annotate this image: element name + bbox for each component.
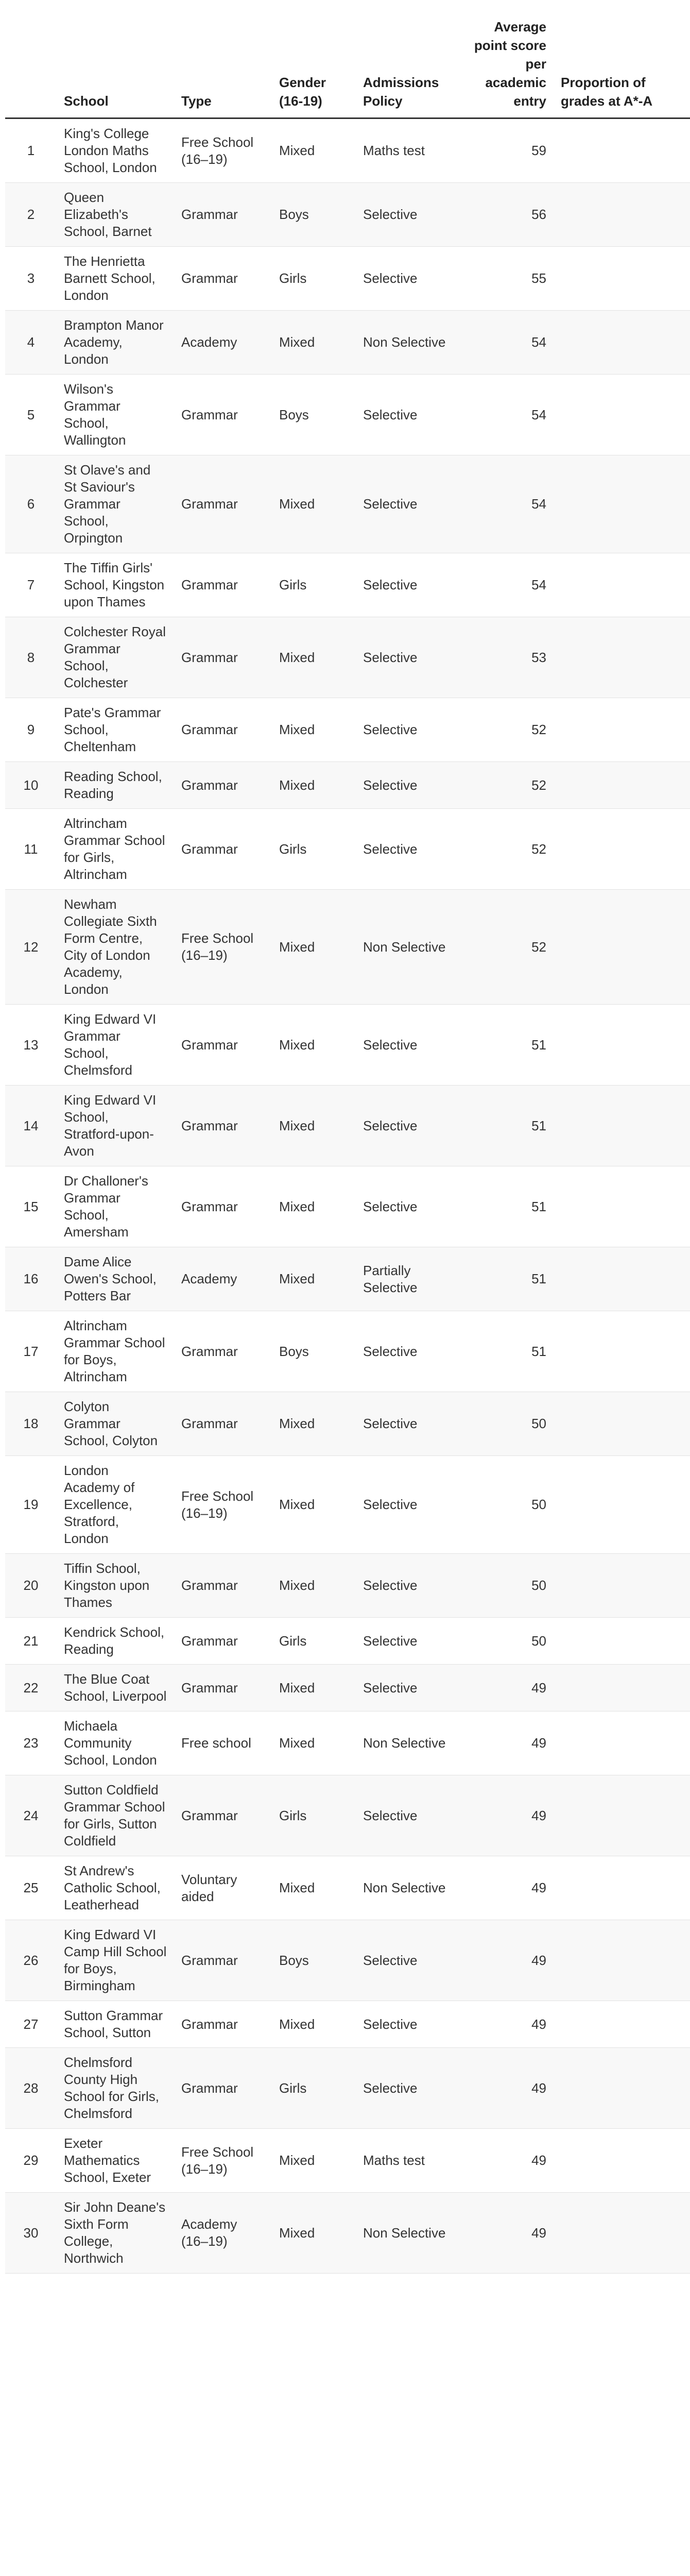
rank-cell: 1 (5, 118, 57, 183)
table-body (5, 118, 690, 2274)
table-row (5, 247, 690, 311)
type-cell: Academy (174, 311, 272, 375)
school-cell: Sir John Deane's Sixth Form College, Northwich (57, 2193, 174, 2274)
rank-cell: 14 (5, 1086, 57, 1166)
rank-cell: 15 (5, 1166, 57, 1247)
table-row (5, 890, 690, 1005)
table-row (5, 1711, 690, 1775)
table-row (5, 1456, 690, 1554)
gender-cell: Mixed (272, 311, 356, 375)
gender-cell: Mixed (272, 1166, 356, 1247)
school-cell: Dr Challoner's Grammar School, Amersham (57, 1166, 174, 1247)
gender-cell: Mixed (272, 1856, 356, 1920)
type-cell: Grammar (174, 1775, 272, 1856)
table-row (5, 311, 690, 375)
table-row (5, 2048, 690, 2129)
gender-cell: Mixed (272, 1392, 356, 1456)
proportion-cell (554, 1856, 690, 1920)
average-point-score-cell: 53 (466, 617, 554, 698)
table-row (5, 1618, 690, 1665)
type-cell: Grammar (174, 375, 272, 455)
admissions-policy-cell: Selective (356, 1775, 466, 1856)
table-row (5, 183, 690, 247)
admissions-policy-cell: Non Selective (356, 890, 466, 1005)
average-point-score-cell: 49 (466, 2129, 554, 2193)
admissions-policy-cell: Non Selective (356, 2193, 466, 2274)
school-cell: Kendrick School, Reading (57, 1618, 174, 1665)
table-row (5, 1005, 690, 1086)
table-row (5, 2193, 690, 2274)
gender-cell: Girls (272, 553, 356, 617)
table-row (5, 1086, 690, 1166)
proportion-cell (554, 553, 690, 617)
admissions-policy-cell: Selective (356, 698, 466, 762)
admissions-policy-cell: Selective (356, 1920, 466, 2001)
average-point-score-cell: 54 (466, 375, 554, 455)
school-cell: The Tiffin Girls' School, Kingston upon Thames (57, 553, 174, 617)
school-cell: Sutton Grammar School, Sutton (57, 2001, 174, 2048)
average-point-score-cell: 49 (466, 1775, 554, 1856)
average-point-score-cell: 51 (466, 1005, 554, 1086)
school-cell: Altrincham Grammar School for Girls, Altrincham (57, 809, 174, 890)
type-cell: Grammar (174, 553, 272, 617)
header-average-point-score[interactable]: Average point score per academic entry (466, 18, 554, 118)
type-cell: Academy (16–19) (174, 2193, 272, 2274)
proportion-cell (554, 118, 690, 183)
admissions-policy-cell: Selective (356, 617, 466, 698)
table-row (5, 1247, 690, 1311)
header-proportion-a-star-a[interactable]: Proportion of grades at A*-A (554, 18, 690, 118)
rank-cell: 17 (5, 1311, 57, 1392)
rank-cell: 19 (5, 1456, 57, 1554)
admissions-policy-cell: Selective (356, 2048, 466, 2129)
admissions-policy-cell: Selective (356, 1665, 466, 1711)
proportion-cell (554, 1311, 690, 1392)
gender-cell: Girls (272, 809, 356, 890)
rank-cell: 3 (5, 247, 57, 311)
type-cell: Grammar (174, 617, 272, 698)
admissions-policy-cell: Selective (356, 553, 466, 617)
proportion-cell (554, 1920, 690, 2001)
school-cell: Colchester Royal Grammar School, Colchester (57, 617, 174, 698)
school-cell: Colyton Grammar School, Colyton (57, 1392, 174, 1456)
average-point-score-cell: 50 (466, 1456, 554, 1554)
rank-cell: 23 (5, 1711, 57, 1775)
table-row (5, 553, 690, 617)
type-cell: Free School (16–19) (174, 1456, 272, 1554)
school-cell: Michaela Community School, London (57, 1711, 174, 1775)
table-row (5, 617, 690, 698)
proportion-cell (554, 890, 690, 1005)
type-cell: Free School (16–19) (174, 118, 272, 183)
gender-cell: Mixed (272, 455, 356, 553)
proportion-cell (554, 1618, 690, 1665)
school-cell: King Edward VI Camp Hill School for Boys, Birmingham (57, 1920, 174, 2001)
average-point-score-cell: 49 (466, 2001, 554, 2048)
gender-cell: Girls (272, 1775, 356, 1856)
school-cell: Chelmsford County High School for Girls, Chelmsford (57, 2048, 174, 2129)
gender-cell: Mixed (272, 1456, 356, 1554)
proportion-cell (554, 375, 690, 455)
table-row (5, 698, 690, 762)
average-point-score-cell: 59 (466, 118, 554, 183)
header-rank (5, 18, 57, 118)
proportion-cell (554, 698, 690, 762)
rank-cell: 30 (5, 2193, 57, 2274)
proportion-cell (554, 1005, 690, 1086)
gender-cell: Mixed (272, 1554, 356, 1618)
gender-cell: Boys (272, 183, 356, 247)
admissions-policy-cell: Selective (356, 375, 466, 455)
admissions-policy-cell: Non Selective (356, 1856, 466, 1920)
table-row (5, 375, 690, 455)
average-point-score-cell: 51 (466, 1247, 554, 1311)
admissions-policy-cell: Selective (356, 1456, 466, 1554)
average-point-score-cell: 50 (466, 1618, 554, 1665)
type-cell: Grammar (174, 1618, 272, 1665)
type-cell: Academy (174, 1247, 272, 1311)
average-point-score-cell: 52 (466, 890, 554, 1005)
type-cell: Grammar (174, 183, 272, 247)
proportion-cell (554, 1086, 690, 1166)
admissions-policy-cell: Selective (356, 455, 466, 553)
admissions-policy-cell: Selective (356, 762, 466, 809)
proportion-cell (554, 1166, 690, 1247)
league-table (5, 18, 690, 2274)
school-cell: St Andrew's Catholic School, Leatherhead (57, 1856, 174, 1920)
school-cell: Pate's Grammar School, Cheltenham (57, 698, 174, 762)
rank-cell: 24 (5, 1775, 57, 1856)
admissions-policy-cell: Selective (356, 183, 466, 247)
average-point-score-cell: 51 (466, 1086, 554, 1166)
gender-cell: Girls (272, 2048, 356, 2129)
average-point-score-cell: 51 (466, 1311, 554, 1392)
gender-cell: Mixed (272, 2193, 356, 2274)
rank-cell: 29 (5, 2129, 57, 2193)
gender-cell: Mixed (272, 118, 356, 183)
average-point-score-cell: 52 (466, 762, 554, 809)
average-point-score-cell: 54 (466, 553, 554, 617)
rank-cell: 5 (5, 375, 57, 455)
proportion-cell (554, 1247, 690, 1311)
proportion-cell (554, 617, 690, 698)
proportion-cell (554, 1392, 690, 1456)
rank-cell: 25 (5, 1856, 57, 1920)
type-cell: Grammar (174, 1392, 272, 1456)
proportion-cell (554, 1665, 690, 1711)
proportion-cell (554, 1711, 690, 1775)
type-cell: Grammar (174, 1005, 272, 1086)
table-row (5, 809, 690, 890)
type-cell: Grammar (174, 1086, 272, 1166)
table-row (5, 1665, 690, 1711)
type-cell: Grammar (174, 1166, 272, 1247)
school-cell: The Henrietta Barnett School, London (57, 247, 174, 311)
gender-cell: Mixed (272, 890, 356, 1005)
proportion-cell (554, 1456, 690, 1554)
proportion-cell (554, 809, 690, 890)
header-school[interactable]: School (57, 18, 174, 118)
admissions-policy-cell: Selective (356, 2001, 466, 2048)
type-cell: Grammar (174, 1311, 272, 1392)
school-cell: Reading School, Reading (57, 762, 174, 809)
gender-cell: Mixed (272, 698, 356, 762)
school-cell: Sutton Coldfield Grammar School for Girls, Sutton Coldfield (57, 1775, 174, 1856)
proportion-cell (554, 455, 690, 553)
average-point-score-cell: 50 (466, 1392, 554, 1456)
rank-cell: 11 (5, 809, 57, 890)
type-cell: Grammar (174, 1665, 272, 1711)
average-point-score-cell: 56 (466, 183, 554, 247)
proportion-cell (554, 311, 690, 375)
proportion-cell (554, 2048, 690, 2129)
school-cell: St Olave's and St Saviour's Grammar School, Orpington (57, 455, 174, 553)
rank-cell: 4 (5, 311, 57, 375)
table-header-row (5, 18, 690, 118)
rank-cell: 6 (5, 455, 57, 553)
rank-cell: 8 (5, 617, 57, 698)
average-point-score-cell: 54 (466, 311, 554, 375)
rank-cell: 16 (5, 1247, 57, 1311)
proportion-cell (554, 2193, 690, 2274)
admissions-policy-cell: Selective (356, 1166, 466, 1247)
average-point-score-cell: 52 (466, 698, 554, 762)
gender-cell: Mixed (272, 1086, 356, 1166)
type-cell: Grammar (174, 809, 272, 890)
proportion-cell (554, 1554, 690, 1618)
school-cell: Newham Collegiate Sixth Form Centre, City of London Academy, London (57, 890, 174, 1005)
school-cell: Tiffin School, Kingston upon Thames (57, 1554, 174, 1618)
school-cell: King's College London Maths School, London (57, 118, 174, 183)
school-cell: Altrincham Grammar School for Boys, Altrincham (57, 1311, 174, 1392)
type-cell: Grammar (174, 698, 272, 762)
average-point-score-cell: 49 (466, 2048, 554, 2129)
gender-cell: Boys (272, 1311, 356, 1392)
type-cell: Grammar (174, 455, 272, 553)
gender-cell: Mixed (272, 2129, 356, 2193)
rank-cell: 7 (5, 553, 57, 617)
admissions-policy-cell: Non Selective (356, 311, 466, 375)
school-cell: Brampton Manor Academy, London (57, 311, 174, 375)
table-row (5, 1856, 690, 1920)
type-cell: Free School (16–19) (174, 2129, 272, 2193)
gender-cell: Mixed (272, 762, 356, 809)
table-row (5, 1920, 690, 2001)
admissions-policy-cell: Maths test (356, 2129, 466, 2193)
admissions-policy-cell: Selective (356, 1618, 466, 1665)
average-point-score-cell: 49 (466, 1665, 554, 1711)
gender-cell: Mixed (272, 617, 356, 698)
gender-cell: Mixed (272, 1665, 356, 1711)
type-cell: Free School (16–19) (174, 890, 272, 1005)
proportion-cell (554, 762, 690, 809)
school-cell: King Edward VI School, Stratford-upon-Avon (57, 1086, 174, 1166)
school-cell: The Blue Coat School, Liverpool (57, 1665, 174, 1711)
rank-cell: 27 (5, 2001, 57, 2048)
table-row (5, 2129, 690, 2193)
school-cell: Queen Elizabeth's School, Barnet (57, 183, 174, 247)
rank-cell: 13 (5, 1005, 57, 1086)
header-admissions-policy[interactable]: Admissions Policy (356, 18, 466, 118)
average-point-score-cell: 52 (466, 809, 554, 890)
admissions-policy-cell: Maths test (356, 118, 466, 183)
average-point-score-cell: 55 (466, 247, 554, 311)
type-cell: Grammar (174, 2048, 272, 2129)
proportion-cell (554, 1775, 690, 1856)
table-row (5, 2001, 690, 2048)
school-cell: King Edward VI Grammar School, Chelmsford (57, 1005, 174, 1086)
gender-cell: Mixed (272, 1247, 356, 1311)
average-point-score-cell: 51 (466, 1166, 554, 1247)
proportion-cell (554, 247, 690, 311)
type-cell: Free school (174, 1711, 272, 1775)
average-point-score-cell: 49 (466, 1920, 554, 2001)
gender-cell: Girls (272, 1618, 356, 1665)
type-cell: Voluntary aided (174, 1856, 272, 1920)
table-row (5, 1311, 690, 1392)
rank-cell: 2 (5, 183, 57, 247)
type-cell: Grammar (174, 2001, 272, 2048)
rank-cell: 26 (5, 1920, 57, 2001)
admissions-policy-cell: Selective (356, 1392, 466, 1456)
type-cell: Grammar (174, 762, 272, 809)
school-cell: London Academy of Excellence, Stratford, London (57, 1456, 174, 1554)
admissions-policy-cell: Selective (356, 809, 466, 890)
gender-cell: Girls (272, 247, 356, 311)
table-row (5, 762, 690, 809)
school-cell: Exeter Mathematics School, Exeter (57, 2129, 174, 2193)
admissions-policy-cell: Selective (356, 247, 466, 311)
gender-cell: Mixed (272, 2001, 356, 2048)
type-cell: Grammar (174, 1920, 272, 2001)
admissions-policy-cell: Selective (356, 1311, 466, 1392)
average-point-score-cell: 49 (466, 1856, 554, 1920)
rank-cell: 20 (5, 1554, 57, 1618)
admissions-policy-cell: Partially Selective (356, 1247, 466, 1311)
admissions-policy-cell: Non Selective (356, 1711, 466, 1775)
header-type[interactable]: Type (174, 18, 272, 118)
admissions-policy-cell: Selective (356, 1086, 466, 1166)
proportion-cell (554, 2001, 690, 2048)
average-point-score-cell: 49 (466, 2193, 554, 2274)
rank-cell: 21 (5, 1618, 57, 1665)
school-cell: Wilson's Grammar School, Wallington (57, 375, 174, 455)
gender-cell: Mixed (272, 1005, 356, 1086)
rank-cell: 10 (5, 762, 57, 809)
proportion-cell (554, 2129, 690, 2193)
type-cell: Grammar (174, 247, 272, 311)
table-row (5, 1554, 690, 1618)
average-point-score-cell: 50 (466, 1554, 554, 1618)
rank-cell: 9 (5, 698, 57, 762)
rank-cell: 28 (5, 2048, 57, 2129)
rank-cell: 12 (5, 890, 57, 1005)
proportion-cell (554, 183, 690, 247)
league-table-container (5, 18, 653, 2274)
table-row (5, 1775, 690, 1856)
table-row (5, 455, 690, 553)
average-point-score-cell: 54 (466, 455, 554, 553)
header-gender[interactable]: Gender (16-19) (272, 18, 356, 118)
table-row (5, 118, 690, 183)
table-row (5, 1166, 690, 1247)
rank-cell: 18 (5, 1392, 57, 1456)
table-row (5, 1392, 690, 1456)
admissions-policy-cell: Selective (356, 1554, 466, 1618)
average-point-score-cell: 49 (466, 1711, 554, 1775)
gender-cell: Boys (272, 375, 356, 455)
gender-cell: Mixed (272, 1711, 356, 1775)
rank-cell: 22 (5, 1665, 57, 1711)
gender-cell: Boys (272, 1920, 356, 2001)
school-cell: Dame Alice Owen's School, Potters Bar (57, 1247, 174, 1311)
admissions-policy-cell: Selective (356, 1005, 466, 1086)
type-cell: Grammar (174, 1554, 272, 1618)
